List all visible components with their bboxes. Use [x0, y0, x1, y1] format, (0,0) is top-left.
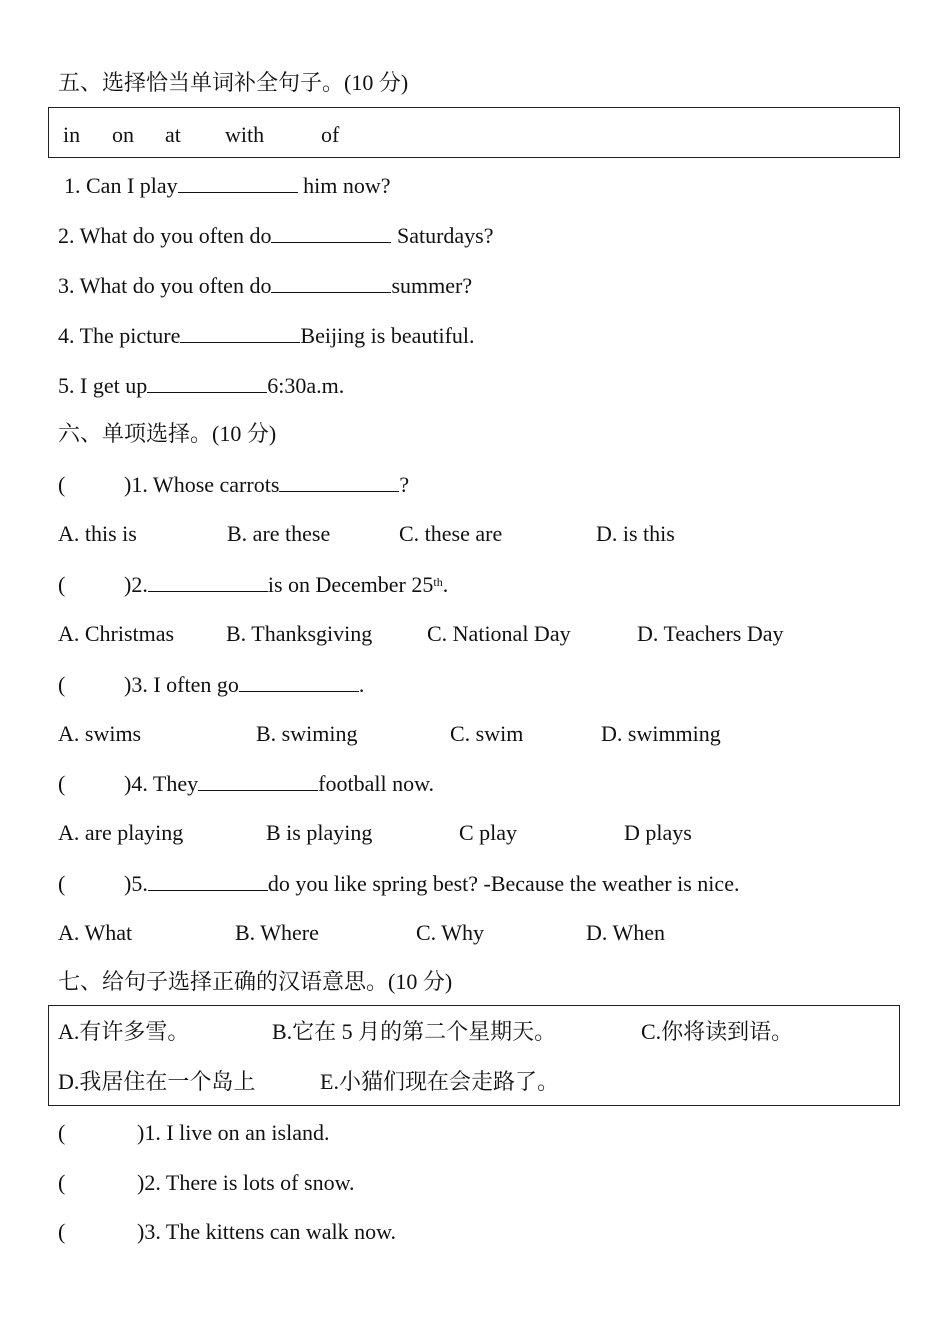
answer-blank[interactable]: [271, 222, 391, 243]
question-line: [58, 770, 434, 797]
translation-item: [58, 1120, 329, 1146]
option-a[interactable]: A. swims: [58, 721, 142, 746]
question-line: [58, 471, 409, 498]
translation-choice: B.它在 5 月的第二个星期天。: [272, 1019, 557, 1044]
fill-item-suffix: 6:30a.m.: [267, 373, 345, 398]
option-c[interactable]: C play: [459, 820, 518, 845]
option-a[interactable]: A. What: [58, 920, 133, 945]
option-c[interactable]: C. these are: [399, 521, 503, 546]
fill-item-suffix: Saturdays?: [391, 223, 494, 248]
question-text-tail: .: [358, 672, 365, 697]
translation-choice: A.有许多雪。: [58, 1019, 190, 1044]
fill-item: [58, 272, 472, 299]
section5-heading: 五、选择恰当单词补全句子。(10 分): [58, 70, 409, 95]
option-d[interactable]: D plays: [624, 820, 692, 845]
question-text-tail: football now.: [318, 771, 435, 796]
question-line: [58, 870, 739, 897]
option-a[interactable]: A. are playing: [58, 820, 184, 845]
fill-item-prefix: 3. What do you often do: [58, 273, 272, 298]
option-d[interactable]: D. Teachers Day: [637, 621, 784, 646]
fill-item-suffix: him now?: [297, 173, 391, 198]
fill-item-suffix: summer?: [391, 273, 473, 298]
answer-blank: [279, 471, 399, 492]
question-text: )3. I often go: [124, 672, 239, 697]
answer-paren[interactable]: (: [58, 771, 66, 796]
word-bank-box: [48, 107, 900, 158]
answer-paren[interactable]: (: [58, 871, 66, 896]
answer-blank[interactable]: [178, 172, 298, 193]
section6-heading: 六、单项选择。(10 分): [58, 421, 277, 446]
question-text-tail: do you like spring best? -Because the weather is nice.: [267, 871, 740, 896]
word-bank-item: in: [63, 122, 81, 147]
answer-paren[interactable]: (: [58, 472, 66, 497]
fill-item-prefix: 5. I get up: [58, 373, 148, 398]
answer-blank: [148, 571, 268, 592]
translation-choices-box: [48, 1005, 900, 1106]
option-a[interactable]: A. Christmas: [58, 621, 175, 646]
option-a[interactable]: A. this is: [58, 521, 137, 546]
fill-item-prefix: 2. What do you often do: [58, 223, 272, 248]
option-d[interactable]: D. is this: [596, 521, 675, 546]
answer-paren[interactable]: (: [58, 572, 66, 597]
translation-item-text: )1. I live on an island.: [137, 1120, 330, 1145]
question-text: )1. Whose carrots: [124, 472, 280, 497]
fill-item-prefix: 1. Can I play: [64, 173, 178, 198]
option-b[interactable]: B. swiming: [256, 721, 358, 746]
translation-item-text: )3. The kittens can walk now.: [137, 1219, 397, 1244]
answer-paren[interactable]: (: [58, 1120, 66, 1145]
translation-item: [58, 1219, 396, 1245]
option-d[interactable]: D. When: [586, 920, 666, 945]
ordinal-suffix: th: [433, 575, 443, 589]
answer-paren[interactable]: (: [58, 1170, 66, 1195]
question-text-tail: ?: [399, 472, 410, 497]
translation-choice: E.小猫们现在会走路了。: [320, 1069, 559, 1094]
translation-item: [58, 1170, 355, 1196]
word-bank-item: on: [112, 122, 134, 147]
word-bank-item: with: [225, 122, 265, 147]
fill-item: [58, 322, 475, 349]
option-d[interactable]: D. swimming: [601, 721, 721, 746]
answer-paren[interactable]: (: [58, 1219, 66, 1244]
answer-blank[interactable]: [271, 272, 391, 293]
answer-blank: [239, 671, 359, 692]
option-b[interactable]: B. Where: [235, 920, 319, 945]
translation-choice: D.我居住在一个岛上: [58, 1069, 256, 1094]
fill-item-prefix: 4. The picture: [58, 323, 181, 348]
answer-blank: [148, 870, 268, 891]
question-text: )2.: [124, 572, 148, 597]
option-b[interactable]: B is playing: [266, 820, 373, 845]
answer-blank[interactable]: [180, 322, 300, 343]
question-text: )4. They: [124, 771, 199, 796]
question-text-tail: is on December 25: [267, 572, 434, 597]
option-b[interactable]: B. Thanksgiving: [226, 621, 373, 646]
option-b[interactable]: B. are these: [227, 521, 331, 546]
word-bank-item: of: [321, 122, 340, 147]
translation-item-text: )2. There is lots of snow.: [137, 1170, 355, 1195]
option-c[interactable]: C. National Day: [427, 621, 571, 646]
answer-blank: [198, 770, 318, 791]
answer-paren[interactable]: (: [58, 672, 66, 697]
fill-item-suffix: Beijing is beautiful.: [300, 323, 475, 348]
question-line: [58, 571, 448, 598]
fill-item: [58, 222, 493, 249]
answer-blank[interactable]: [147, 372, 267, 393]
question-text: )5.: [124, 871, 148, 896]
option-c[interactable]: C. swim: [450, 721, 524, 746]
translation-choice: C.你将读到语。: [641, 1019, 794, 1044]
section7-heading: 七、给句子选择正确的汉语意思。(10 分): [58, 969, 453, 994]
word-bank-item: at: [165, 122, 181, 147]
question-line: [58, 671, 364, 698]
question-text-end: .: [442, 572, 449, 597]
fill-item: [58, 372, 344, 399]
option-c[interactable]: C. Why: [416, 920, 485, 945]
fill-item: [64, 172, 391, 199]
